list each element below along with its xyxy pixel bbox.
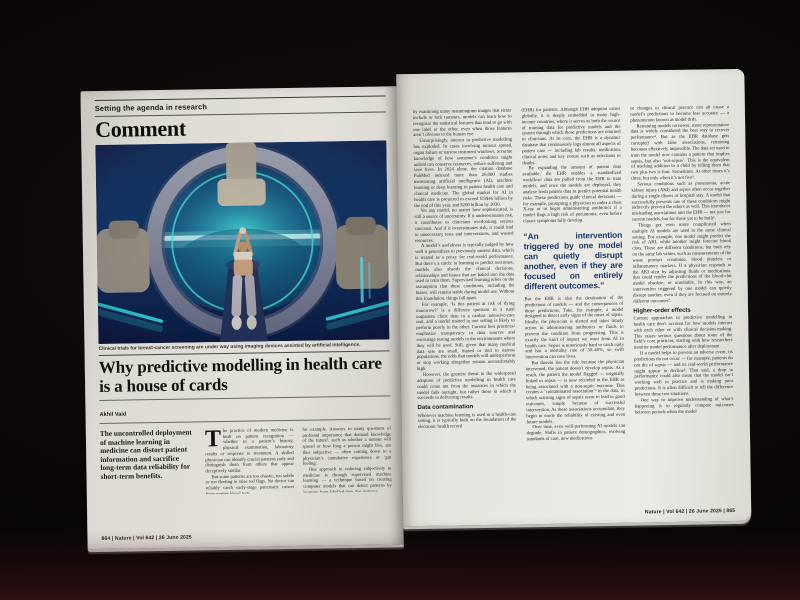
magazine-spread xyxy=(80,67,751,555)
body-text: But some patterns are too chaotic, too subtle or too fleeting to raise red flags. No doctor can reliably catch early-stage pancreatic cancer from routine blood tests, xyxy=(205,472,295,496)
column-1-text: by examining many mammogram images that either include or lack tumours, models can learn how to recognize the statistical features that tend to go with one label or the other, even when those features aren’t obvious to the human eye. Unsurprisingly, interest in predictive modelling has exploded. In cases involving tumour spread, organ failure or narrow treatment windows, accurate knowledge of how someone’s condition might unfold can conserve resources, reduce suffering and save lives. In 2024 alone, the citation database PubMed indexed more than 26,000 studies mentioning artificial intelligence (AI), machine learning or deep learning in patient health care and clinical medicine. The global market for AI in health care is projected to exceed US$46 billion by the end of this year, and $200 billion by 2030. Yet any model, no matter how sophisticated, is still a source of uncertainty. If it underestimates risk, it contributes to clinicians overlooking serious concerns. And if it overestimates risk, it could lead to unnecessary tests and interventions, and wasted resources. A model’s usefulness is typically judged by how well it generalizes to previously unseen data, which is treated as a proxy for real-world performance. But there’s a catch: in learning to predict outcomes, models also absorb the clinical decisions, relationships and biases that are baked into the data used to train them. Supervised learning relies on the assumption that these conditions, including the biases, will remain stable during model use. Without this foundation, things fall apart. For example, ‘Is this patient at risk of dying tomorrow?’ is a different question in a rural outpatient clinic than in a cardiac intensive-care unit, and a model trained in one setting is likely to perform poorly in the other. Current best practices² emphasize transparency in data sources and encourage testing models in the environments where they will be used. Still, given that many medical data sets are small, biased or tied to narrow populations, the odds that models will underperform or stop working altogether remain uncomfortably high. However, the greatest threat to the widespread adoption of predictive modelling in health care could come not from the instances in which the model fails outright, but rather those in which it succeeds in delivering results. xyxy=(412,108,516,402)
column-2-text-after-quote: But the EHR is also the destination of the predictions of models — and the consequences of those predictions. Take, for example, a model designed to detect early signs of the onset of sepsis. Ideally, the physician is alerted and takes timely action in administering antibiotics or fluids to prevent the condition from progressing. This is exactly the kind of impact we want from AI in health care. Sepsis is notoriously hard to catch early and has a mortality rate of 30–40%, so swift intervention can save lives. But therein lies the rub: because the physician intervened, the patient doesn’t develop sepsis. As a result, the pattern the model flagged — originally linked to sepsis — is now recorded in the EHR as being associated with a non-septic outcome. This creates a ‘contaminated association’³ in the data, in which warning signs of sepsis seem to lead to good outcomes, simply because of successful intervention. As these associations accumulate, they begin to erode the reliability of existing and even future models. Over time, even well-performing AI models can degrade. Shifts in patient demographics, evolving standards of care, new medications xyxy=(524,295,626,443)
photo-vignette xyxy=(95,140,389,344)
left-page-folio: 864 | Nature | Vol 642 | 26 June 2025 xyxy=(101,534,192,542)
column-3-text: or changes in clinical practice can all cause a model’s predictions to become less accurate — a phenomenon known as model drift. Retraining models on newer, more representative data is widely considered the best way to recover performance⁴. But as the EHR database gets corrupted with false associations, retraining becomes effectively impossible. The data set used to train the model now contains a pattern that implies sepsis, but also ‘not-sepsis’. This is the equivalent of teaching addition to a child by telling them that two plus two is four. Sometimes. At other times it’s three, but only when it’s not five⁵. Serious conditions such as pneumonia, acute kidney injury (AKI) and sepsis often occur together during a single illness or hospital stay. A model that successfully prevents one of these conditions might indirectly prevent the others as well. This introduces misleading associations into the EHR — not just for current models, but for those yet to be built⁶. Things get even more complicated when multiple AI models are used in the same clinical setting. For example, one model might predict the risk of AKI, while another might forecast blood clots. These are different conditions, but both rely on the same lab values, such as measurements of the waste product creatinine, blood platelets or inflammatory markers. If a physician responds to the AKI alert by adjusting fluids or medications, that could render the predictions of the blood-clot model obsolete, or unreliable. In this way, an intervention triggered by one model can quietly disrupt another, even if they are focused on entirely different outcomes⁷. xyxy=(630,105,732,305)
article-headline: Why predictive modelling in health care is a house of cards xyxy=(98,353,382,396)
pull-quote: “An intervention triggered by one model can quietly disrupt another, even if they are focused on entirely different outcomes.” xyxy=(523,229,623,292)
right-page xyxy=(396,69,751,526)
body-column-2: for example. Answers to many questions of profound importance that demand knowledge of the future¹, such as whether a tumour will spread or how long a person might live, are thus subjective — often coming down to a physician’s cumulative experience or ‘gut feeling’. One approach to reducing subjectivity in medicine is through supervised machine learning — a technique based on creating computer models that can detect patterns by learning from labelled data. For instance, xyxy=(302,425,392,495)
author-byline: Akhil Vaid xyxy=(99,411,127,418)
right-page-columns xyxy=(413,105,735,508)
right-column-2 xyxy=(522,107,627,507)
left-page xyxy=(81,86,404,549)
subhead-data-contamination: Data contamination xyxy=(417,404,474,412)
right-column-3 xyxy=(630,105,735,505)
drop-cap: T xyxy=(204,426,222,453)
right-column-1 xyxy=(413,108,518,508)
column-1-text-after-subhead: Wherever machine learning is used in a health-care setting, it is typically built on the foundation of the electronic health record xyxy=(417,411,517,431)
column-2-text: (EHR) for patients. Although EHR adoption varies globally, it is deeply embedded in many high-income countries, where it serves as both the source of training data for predictive models and the system through which those predictions are returned to clinicians. At its core, the EHR is a dynamic database that continuously logs almost all aspects of patient care — including lab results, medication, clinical notes and key events such as infections or deaths. By expanding the amount of patient data available, the EHR enables a standardized workflow: data are pulled from the EHR to train models, and once the models are deployed, they analyse fresh patient data to predict potential health risks. These predictions guide clinical decisions — for example, prompting a physician to order a chest X-ray or to begin administering antibiotics if a model flags a high risk of pneumonia, even before classic symptoms fully develop. xyxy=(521,106,622,225)
kicker: Setting the agenda in research xyxy=(94,102,208,114)
author-row xyxy=(99,395,390,424)
photo-caption: Clinical trials for breast-cancer screening are under way using imaging devices assisted by artificial intelligence. xyxy=(98,342,361,352)
right-page-folio: Nature | Vol 642 | 26 June 2025 | 865 xyxy=(644,508,736,516)
subhead-higher-order-effects: Higher-order effects xyxy=(633,307,691,315)
body-text: he practice of modern medicine is built on pattern recognition — whether in a patient’s history, physical examination, laboratory results or response to treatment. A skilled physician can identify crucial patterns early and distinguish them from others that appear deceptively similar. xyxy=(205,426,294,474)
article-photo xyxy=(95,140,389,344)
section-title: Comment xyxy=(94,115,187,143)
column-3-text-after-subhead: Current approaches to predictive modelling in health care don’t account for how models interact with each other or with clinical decision-making. This raises serious questions about some of the field’s core practices, starting with how researchers monitor model performance after deployment. If a model helps to prevent an adverse event, its predictions do not occur — for example, patients do not die of sepsis — and its real-world performance might appear to decline⁸. That said, a drop in performance could also mean that the model isn’t working well in practice and is making poor predictions. It is often difficult to tell the difference between these two situations. One way to improve understanding of what’s happening is to regularly compare outcomes between periods when the model xyxy=(633,315,734,416)
body-column-1 xyxy=(205,427,295,494)
standfirst: The uncontrolled deployment of machine learning in medicine can distort patient information and sacrifice long-term data reliability for short-term benefits. xyxy=(99,427,192,481)
left-page-columns xyxy=(100,425,392,496)
